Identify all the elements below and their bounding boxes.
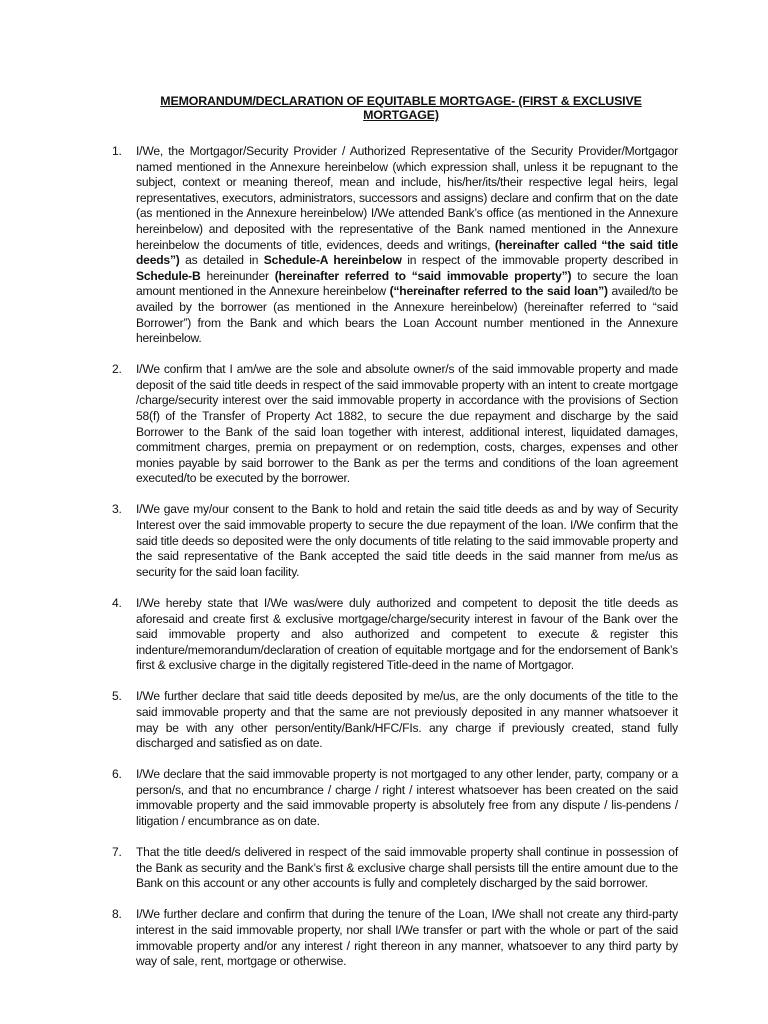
clause-item <box>110 502 678 580</box>
document-title: MEMORANDUM/DECLARATION OF EQUITABLE MORTGAGE- (FIRST & EXCLUSIVE MORTGAGE) <box>160 94 642 122</box>
clause-text <box>136 689 678 750</box>
clause-text-run: hereinunder <box>200 268 275 283</box>
clause-item <box>110 845 678 892</box>
clause-item <box>110 362 678 487</box>
clause-item <box>110 689 678 751</box>
clause-text-run: as detailed in <box>179 253 264 268</box>
clause-text-run: I/We further declare and confirm that during the tenure of the Loan, I/We shall not create any third-party interest in the said immovable property, nor shall I/We transfer or part with the whole or part of the said immovable property and/or any interest / right thereon in any manner, whatsoever to any third party by way of sale, rent, mortgage or otherwise. <box>136 907 678 969</box>
clause-text <box>136 767 678 828</box>
clause-text-bold: (hereinafter called “the said title deeds”) <box>136 237 678 268</box>
clause-text <box>136 845 678 890</box>
clause-text <box>136 502 678 578</box>
clause-text-bold: Schedule-A hereinbelow <box>263 253 402 268</box>
clause-number: 2. <box>112 362 122 377</box>
clause-item <box>110 767 678 829</box>
clause-text <box>136 144 678 345</box>
clause-text-run: I/We declare that the said immovable property is not mortgaged to any other lender, party, company or a person/s, and that no encumbrance / charge / right / interest whatsoever has been created on the said immovable property and the said immovable property is absolutely free from any dispute / lis-pendens / litigation / encumbrance as on date. <box>136 767 678 829</box>
clause-text-run: in respect of the immovable property described in <box>401 253 679 268</box>
clause-text-bold: (hereinafter referred to “said immovable property”) <box>274 268 572 283</box>
clause-text <box>136 362 678 485</box>
clause-number: 5. <box>112 689 122 704</box>
clause-number: 4. <box>112 595 122 610</box>
clause-list <box>110 144 678 970</box>
clause-text-run: I/We confirm that I am/we are the sole and absolute owner/s of the said immovable property and made deposit of the said title deeds in respect of the said immovable property with an intent to create mortgage /charge/security interest over the said immovable property in accordance with the provisions of Section 58(f) of the Transfer of Property Act 1882, to secure the due repayment and discharge by the said Borrower to the Bank of the said loan together with interest, additional interest, liquidated damages, commitment charges, premia on prepayment or on redemption, costs, charges, expenses and other monies payable by said borrower to the Bank as per the terms and conditions of the loan agreement executed/to be executed by the borrower. <box>136 362 678 486</box>
clause-text-run: I/We gave my/our consent to the Bank to hold and retain the said title deeds as and by way of Security Interest over the said immovable property to secure the due repayment of the loan. I/We confirm that the said title deeds so deposited were the only documents of title relating to the said immovable property and the said representative of the Bank accepted the said title deeds in the said manner from me/us as security for the said loan facility. <box>136 502 678 579</box>
clause-item <box>110 596 678 674</box>
clause-text-run: to secure the loan amount mentioned in the Annexure hereinbelow <box>136 268 679 299</box>
clause-text <box>136 596 678 672</box>
clause-text-run: availed/to be availed by the borrower (as mentioned in the Annexure hereinbelow) (hereinafter referred to “said Borrower”) from the Bank and which bears the Loan Account number mentioned in the Annexure hereinbelow. <box>136 284 678 346</box>
clause-number: 1. <box>112 144 122 158</box>
clause-number: 7. <box>112 845 122 860</box>
clause-text-run: I/We further declare that said title deeds deposited by me/us, are the only documents of the title to the said immovable property and that the same are not previously deposited in any manner whatsoever it may be with any other person/entity/Bank/HFC/FIs. any charge if previously created, stand fully discharged and satisfied as on date. <box>136 689 678 751</box>
clause-text-run: I/We, the Mortgagor/Security Provider / Authorized Representative of the Security Provider/Mortgagor named mentioned in the Annexure hereinbelow (which expression shall, unless it be repugnant to the subject, context or meaning thereof, mean and include, his/her/its/their respective legal heirs, legal representatives, executors, administrators, successors and assigns) declare and confirm that on the date (as mentioned in the Annexure hereinbelow) I/We attended Bank’s office (as mentioned in the Annexure hereinbelow) and deposited with the representative of the Bank named mentioned in the Annexure hereinbelow the documents of title, evidences, deeds and writings, <box>136 144 678 252</box>
clause-number: 3. <box>112 502 122 517</box>
clause-item <box>110 907 678 969</box>
clause-text-bold: (“hereinafter referred to the said loan”) <box>389 284 608 299</box>
clause-text-run: That the title deed/s delivered in respect of the said immovable property shall continue in possession of the Bank as security and the Bank’s first & exclusive charge shall persists till the entire amount due to the Bank on this account or any other accounts is fully and completely discharged by the said borrower. <box>136 845 678 891</box>
clause-item <box>110 144 678 347</box>
clause-number: 8. <box>112 907 122 922</box>
clause-text-run: I/We hereby state that I/We was/were duly authorized and competent to deposit the title deeds as aforesaid and create first & exclusive mortgage/charge/security interest in favour of the Bank over the said immovable property and also authorized and competent to execute & register this indenture/memorandum/declaration of creation of equitable mortgage and for the endorsement of Bank’s first & exclusive charge in the digitally registered Title-deed in the name of Mortgagor. <box>136 595 678 673</box>
clause-number: 6. <box>112 767 122 782</box>
clause-text <box>136 907 678 968</box>
clause-text-bold: Schedule-B <box>136 268 201 283</box>
